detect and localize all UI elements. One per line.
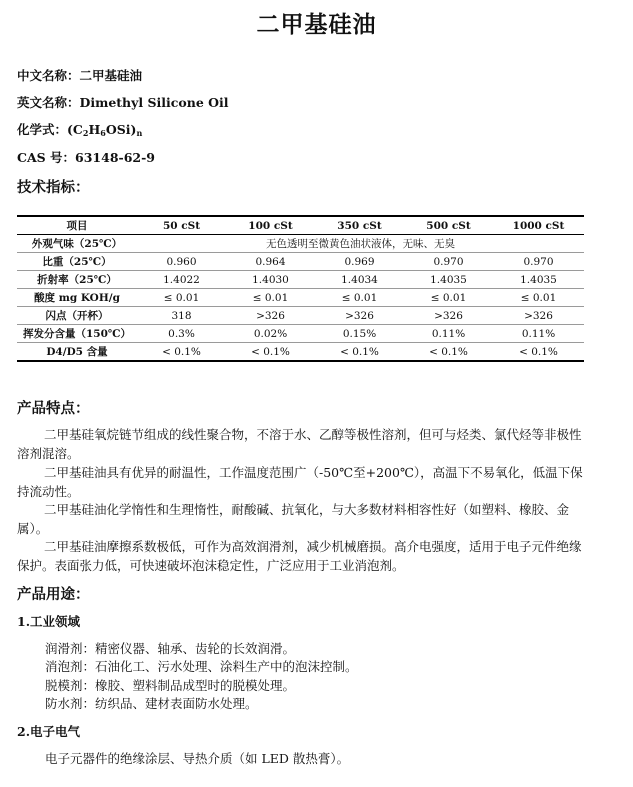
features-heading: 产品特点： [17, 401, 90, 417]
feature-paragraph: 二甲基硅油具有优异的耐温性，工作温度范围广（-50℃至+200℃），高温下不易氧化，低温下保持流动性。 [17, 465, 583, 499]
table-row [17, 307, 584, 325]
table-cell: 0.02% [253, 327, 288, 340]
table-cell: >326 [434, 309, 463, 322]
table-cell: 0.964 [255, 255, 286, 268]
list-item: 防水剂：纺织品、建材表面防水处理。 [45, 696, 258, 711]
formula-subscript: n [136, 128, 143, 138]
table-cell: 0.970 [523, 255, 554, 268]
table-cell: 1.4030 [252, 273, 289, 286]
row-label: D4/D5 含量 [46, 346, 108, 358]
table-cell: 0.15% [342, 327, 377, 340]
formula-subscript: 2 [82, 128, 89, 138]
list-item: 润滑剂：精密仪器、轴承、齿轮的长效润滑。 [45, 641, 296, 656]
table-header-cell: 350 cSt [337, 219, 382, 232]
table-cell: 1.4034 [341, 273, 378, 286]
row-label: 比重（25℃） [42, 256, 112, 268]
table-cell: ≤ 0.01 [341, 291, 378, 304]
table-cell: >326 [345, 309, 374, 322]
formula-part: H [88, 122, 101, 137]
table-cell: >326 [524, 309, 553, 322]
table-header-cell: 50 cSt [162, 219, 201, 232]
spec-table [17, 215, 584, 362]
table-cell: 1.4035 [430, 273, 467, 286]
row-label: 酸度 mg KOH/g [34, 292, 120, 304]
row-label: 闪点（开杯） [45, 310, 109, 322]
list-item: 电子元器件的绝缘涂层、导热介质（如 LED 散热膏）。 [45, 751, 350, 766]
table-cell: 0.3% [168, 327, 195, 340]
list-item: 消泡剂：石油化工、污水处理、涂料生产中的泡沫控制。 [45, 659, 358, 674]
cas-label: CAS 号： [17, 150, 76, 165]
chinese-name-line [17, 66, 142, 84]
document-title: 二甲基硅油 [256, 12, 377, 38]
table-row [17, 271, 584, 289]
list-item: 脱模剂：橡胶、塑料制品成型时的脱模处理。 [45, 678, 296, 693]
table-cell: ≤ 0.01 [430, 291, 467, 304]
row-label: 挥发分含量（150℃） [23, 328, 131, 340]
feature-paragraph: 二甲基硅油化学惰性和生理惰性，耐酸碱、抗氧化，与大多数材料相容性好（如塑料、橡胶、金属）。 [17, 502, 570, 536]
table-cell: < 0.1% [251, 345, 290, 358]
table-row [17, 325, 584, 343]
formula-part: (C [67, 122, 83, 137]
table-cell: < 0.1% [340, 345, 379, 358]
table-header-cell: 1000 cSt [512, 219, 565, 232]
table-row [17, 343, 584, 362]
table-cell: 无色透明至微黄色油状液体，无味、无臭 [266, 238, 455, 250]
cas-number-line [17, 148, 155, 166]
feature-paragraph: 二甲基硅氧烷链节组成的线性聚合物，不溶于水、乙醇等极性溶剂，但可与烃类、氯代烃等非极性溶剂混溶。 [17, 427, 582, 461]
formula-label: 化学式： [17, 122, 68, 137]
table-cell: 0.970 [433, 255, 464, 268]
table-header-cell: 100 cSt [248, 219, 293, 232]
table-cell: < 0.1% [429, 345, 468, 358]
table-cell: < 0.1% [162, 345, 201, 358]
english-name-value: Dimethyl Silicone Oil [79, 95, 229, 110]
cas-value: 63148-62-9 [75, 150, 155, 165]
table-cell: < 0.1% [519, 345, 558, 358]
row-label: 外观气味（25℃） [31, 238, 123, 250]
table-header-cell: 500 cSt [426, 219, 471, 232]
table-header-cell: 项目 [66, 220, 88, 232]
table-cell: 0.960 [166, 255, 197, 268]
table-row [17, 235, 584, 253]
formula-subscript: 6 [100, 128, 106, 138]
table-cell: 318 [171, 309, 192, 322]
industrial-heading: 1.工业领域 [17, 614, 81, 629]
english-name-label: 英文名称： [17, 95, 80, 110]
table-cell: 1.4022 [163, 273, 200, 286]
feature-paragraph: 二甲基硅油摩擦系数极低，可作为高效润滑剂，减少机械磨损。高介电强度，适用于电子元件绝缘保护。表面张力低，可快速破坏泡沫稳定性，广泛应用于工业消泡剂。 [17, 539, 582, 573]
row-label: 折射率（25℃） [37, 274, 117, 286]
table-cell: 0.969 [344, 255, 375, 268]
table-cell: 1.4035 [520, 273, 557, 286]
formula-part: OSi) [105, 122, 137, 137]
electronics-heading: 2.电子电气 [17, 724, 81, 739]
specs-heading: 技术指标： [17, 180, 90, 196]
table-cell: ≤ 0.01 [520, 291, 557, 304]
uses-heading: 产品用途： [17, 587, 90, 603]
table-row [17, 289, 584, 307]
table-header-row [17, 216, 584, 235]
table-cell: 0.11% [521, 327, 556, 340]
chemical-formula-line [17, 120, 142, 138]
table-cell: 0.11% [431, 327, 466, 340]
chinese-name-label: 中文名称： [17, 68, 80, 83]
table-cell: ≤ 0.01 [163, 291, 200, 304]
chinese-name-value: 二甲基硅油 [79, 68, 143, 83]
table-cell: >326 [256, 309, 285, 322]
table-row [17, 253, 584, 271]
table-cell: ≤ 0.01 [252, 291, 289, 304]
english-name-line [17, 93, 229, 111]
